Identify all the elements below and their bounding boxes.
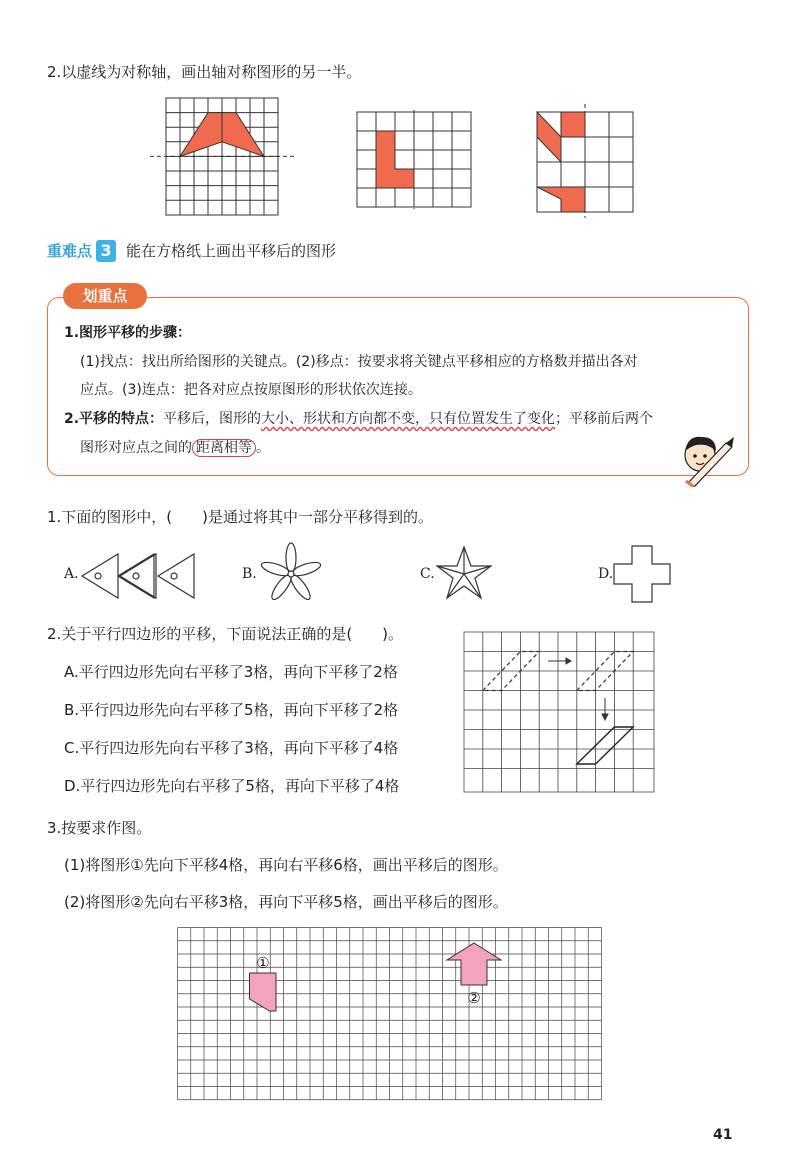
q3-part2: (2)将图形②先向右平移3格，再向下平移5格，画出平移后的图形。 xyxy=(64,893,508,911)
section-title: 能在方格纸上画出平移后的图形 xyxy=(126,242,337,260)
q1-option-c-label[interactable]: C. xyxy=(420,566,435,582)
section-header xyxy=(47,240,336,262)
half-trapezoid-shape xyxy=(180,113,222,157)
shape-1-label: ① xyxy=(256,954,270,972)
translation-grid[interactable] xyxy=(177,927,605,1101)
q1-option-d-cross[interactable] xyxy=(612,544,674,604)
q2-stem: 2.关于平行四边形的平移，下面说法正确的是( )。 xyxy=(47,625,404,643)
q1-option-a-label[interactable]: A. xyxy=(64,566,79,582)
page-number: 41 xyxy=(713,1127,733,1143)
q2-option-d[interactable]: D.平行四边形先向右平移了5格，再向下平移了4格 xyxy=(64,777,400,795)
kp-feature-line2: 图形对应点之间的 距离相等 。 xyxy=(80,440,270,456)
shape-2-arrow xyxy=(447,943,501,985)
q1-option-b-label[interactable]: B. xyxy=(242,566,257,582)
parallelogram-grid[interactable] xyxy=(462,630,656,794)
q3-stem: 3.按要求作图。 xyxy=(47,819,152,837)
symmetry-grid-2[interactable] xyxy=(355,110,475,210)
shape-2-label: ② xyxy=(467,989,481,1007)
q1-option-c-star[interactable] xyxy=(434,544,494,602)
q2-option-a[interactable]: A.平行四边形先向右平移了3格，再向下平移了2格 xyxy=(64,663,398,681)
final-parallelogram xyxy=(577,727,633,764)
q2-option-c[interactable]: C.平行四边形先向右平移了3格，再向下平移了4格 xyxy=(64,739,399,757)
symmetry-grid-3[interactable] xyxy=(535,104,637,220)
l-shape xyxy=(376,131,414,188)
section-number: 3 xyxy=(96,240,116,262)
symmetry-question-title: 2.以虚线为对称轴，画出轴对称图形的另一半。 xyxy=(47,63,362,81)
keypoints-tag: 划重点 xyxy=(63,283,147,309)
kp-feature-line1: 2.平移的特点：平移后，图形的大小、形状和方向都不变，只有位置发生了变化；平移前后两个 xyxy=(64,411,654,427)
kp-step-line1: (1)找点：找出所给图形的关键点。(2)移点：按要求将关键点平移相应的方格数并描出各对 xyxy=(80,354,638,370)
q2-option-b[interactable]: B.平行四边形先向右平移了5格，再向下平移了2格 xyxy=(64,701,399,719)
other-half-shape xyxy=(222,113,264,157)
q1-stem: 1.下面的图形中，( )是通过将其中一部分平移得到的。 xyxy=(47,508,434,526)
symmetry-grid-1[interactable] xyxy=(150,96,300,218)
mascot-boy-pencil-icon xyxy=(672,425,738,487)
shape-1-trapezoid xyxy=(250,973,277,1011)
section-label: 重难点 xyxy=(47,242,93,260)
kp-step-line2: 应点。(3)连点：把各对应点按原图形的形状依次连接。 xyxy=(80,382,422,398)
kp-step-heading: 1.图形平移的步骤： xyxy=(64,325,192,341)
q3-part1: (1)将图形①先向下平移4格，再向右平移6格，画出平移后的图形。 xyxy=(64,856,508,874)
q1-option-a-triangles[interactable] xyxy=(80,548,200,604)
q1-option-d-label[interactable]: D. xyxy=(598,566,614,582)
q1-option-b-flower[interactable] xyxy=(256,540,326,606)
